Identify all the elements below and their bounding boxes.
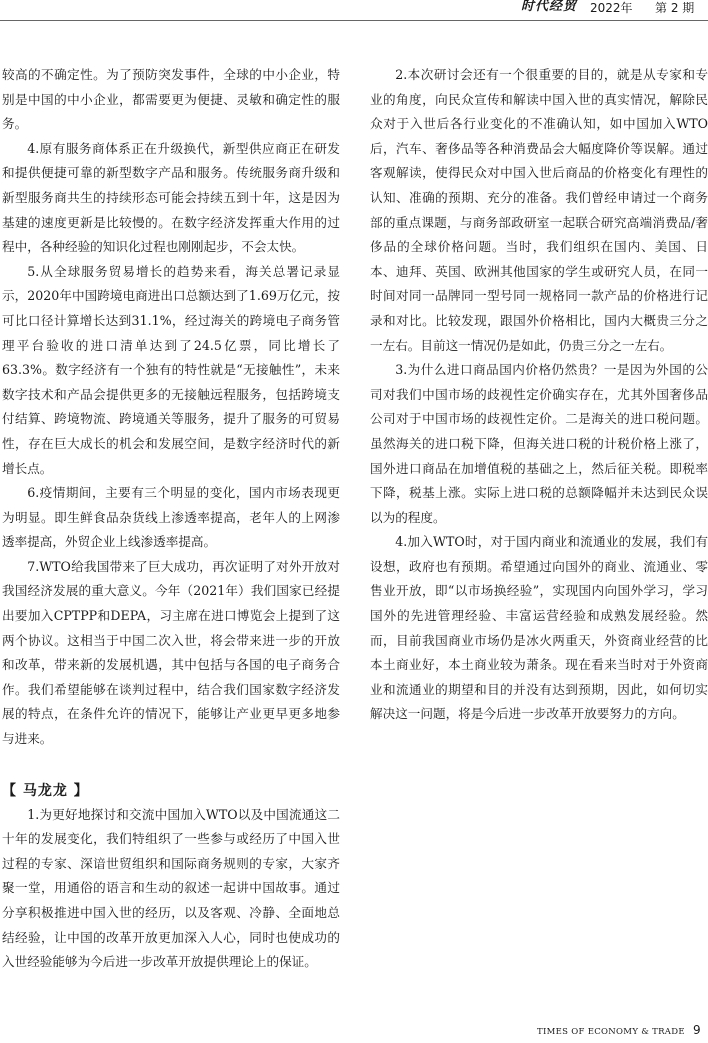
page-number: 9 — [693, 1023, 701, 1037]
paragraph: 较高的不确定性。为了预防突发事件，全球的中小企业，特别是中国的中小企业，都需要更为便捷、灵敏和确定性的服务。 — [2, 67, 340, 132]
issue-year: 2022年 — [590, 1, 633, 15]
page-header — [0, 0, 708, 16]
left-column — [2, 63, 340, 975]
paragraph: 6.疫情期间，主要有三个明显的变化，国内市场表现更为明显。即生鲜食品杂货线上渗透率提高，老年人的上网渗透率提高，外贸企业上线渗透率提高。 — [2, 485, 340, 550]
paragraph: 2.本次研讨会还有一个很重要的目的，就是从专家和专业的角度，向民众宣传和解读中国入世的真实情况，解除民众对于入世后各行业变化的不准确认知，如中国加入WTO后，汽车、奢侈品等各种消费品会大幅度降价等误解。通过客观解读，使得民众对中国入世后商品的价格变化有理性的认知、准确的预期、充分的准备。我们曾经申请过一个商务部的重点课题，与商务部政研室一起联合研究高端消费品/奢侈品的全球价格问题。当时，我们组织在国内、美国、日本、迪拜、英国、欧洲其他国家的学生或研究人员，在同一时间对同一品牌同一型号同一规格同一款产品的价格进行记录和对比。比较发现，跟国外价格相比，国内大概贵三分之一左右。目前这一情况仍是如此，仍贵三分之一左右。 — [370, 67, 708, 353]
paragraph: 4.原有服务商体系正在升级换代，新型供应商正在研发和提供便捷可靠的新型数字产品和服务。传统服务商升级和新型服务商共生的持续形态可能会持续五到十年，这是因为基建的速度更新是比较慢的。在数字经济发挥重大作用的过程中，各种经验的知识化过程也刚刚起步，不会太快。 — [2, 140, 340, 255]
paragraph: 1.为更好地探讨和交流中国加入WTO以及中国流通这二十年的发展变化，我们特组织了一些参与或经历了中国入世过程的专家、深谙世贸组织和国际商务规则的专家，大家齐聚一堂，用通俗的语言和生动的叙述一起讲中国故事。通过分享积极推进中国入世的经历，以及客观、冷静、全面地总结经验，让中国的改革开放更加深入人心，同时也使成功的入世经验能够为今后进一步改革开放提供理论上的保证。 — [2, 806, 340, 970]
footer-magazine-name: TIMES OF ECONOMY & TRADE — [537, 1027, 685, 1037]
paragraph: 4.加入WTO时，对于国内商业和流通业的发展，我们有设想，政府也有预期。希望通过向国外的商业、流通业、零售业开放，即“以市场换经验”，实现国内向国外学习，学习国外的先进管理经验、丰富运营经验和成熟发展经验。然而，目前我国商业市场仍是冰火两重天，外资商业经营的比本土商业好，本土商业较为萧条。现在看来当时对于外资商业和流通业的期望和目的并没有达到预期，因此，如何切实解决这一问题，将是今后进一步改革开放要努力的方向。 — [370, 534, 708, 722]
paragraph: 7.WTO给我国带来了巨大成功，再次证明了对外开放对我国经济发展的重大意义。今年（2021年）我们国家已经提出要加入CPTPP和DEPA，习主席在进口博览会上提到了这两个协议。这相当于中国二次入世，将会带来进一步的开放和改革，带来新的发展机遇，其中包括与各国的电子商务合作。我们希望能够在谈判过程中，结合我们国家数字经济发展的特点，在条件允许的情况下，能够让产业更早更多地参与进来。 — [2, 558, 340, 747]
speaker-heading: 【 马龙龙 】 — [2, 782, 89, 799]
magazine-logo: 时代经贸 — [521, 0, 578, 14]
issue-number: 第 2 期 — [655, 1, 695, 15]
right-column — [370, 63, 708, 727]
paragraph: 5.从全球服务贸易增长的趋势来看，海关总署记录显示，2020年中国跨境电商进出口总额达到了1.69万亿元，按可比口径计算增长达到31.1%，经过海关的跨境电子商务管理平台验收的进口清单达到了24.5亿票，同比增长了63.3%。数字经济有一个独有的特性就是“无接触性”，未来数字技术和产品会提供更多的无接触远程服务，包括跨境支付结算、跨境物流、跨境通关等服务，提升了服务的可贸易性，存在巨大成长的机会和发展空间，是数字经济时代的新增长点。 — [2, 263, 340, 476]
header-divider — [0, 20, 708, 21]
paragraph: 3.为什么进口商品国内价格仍然贵？一是因为外国的公司对我们中国市场的歧视性定价确实存在，尤其外国奢侈品公司对于中国市场的歧视性定价。二是海关的进口税问题。虽然海关的进口税下降，但海关进口税的计税价格上涨了，国外进口商品在加增值税的基础之上，然后征关税。即税率下降，税基上涨。实际上进口税的总额降幅并未达到民众误以为的程度。 — [370, 362, 708, 525]
